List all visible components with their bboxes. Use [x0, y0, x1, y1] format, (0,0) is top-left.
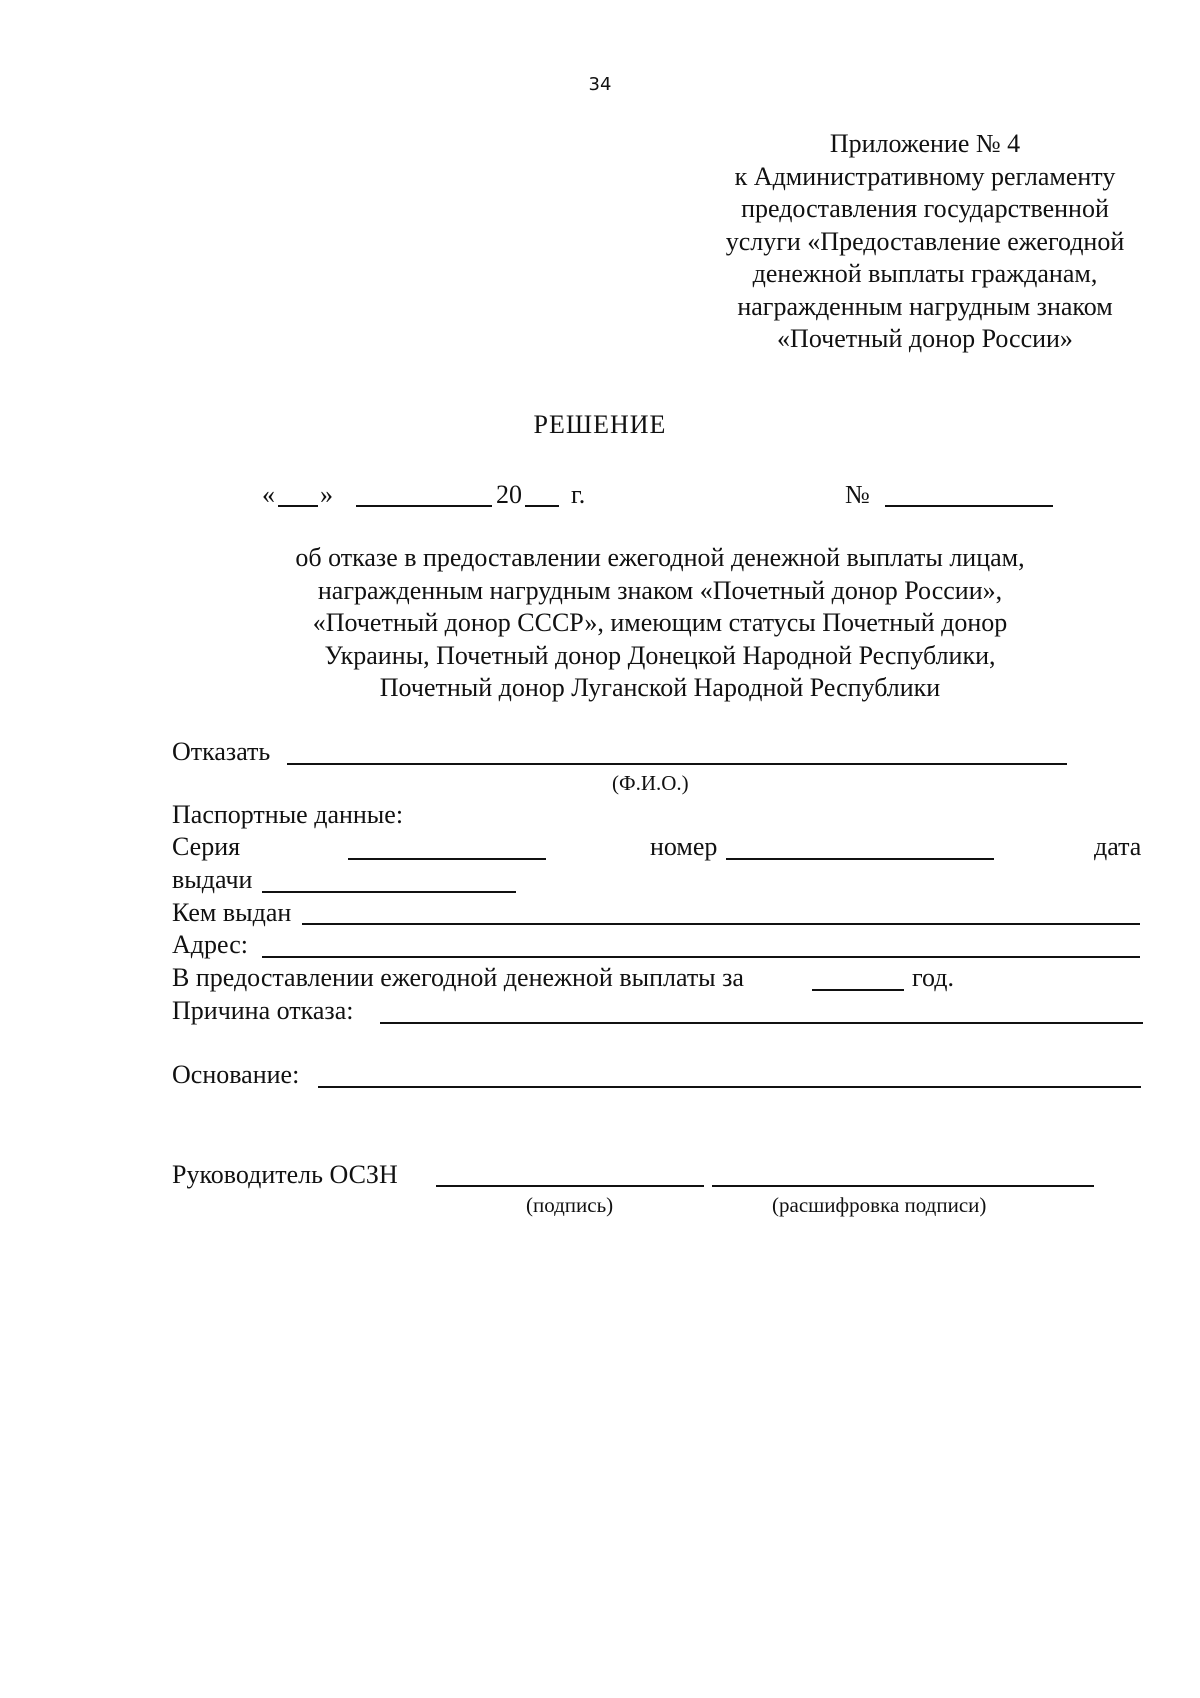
subject-block: [160, 542, 1160, 705]
issued-by-field[interactable]: [302, 923, 1140, 925]
subject-line: Почетный донор Луганской Народной Республики: [379, 673, 941, 702]
page-number: 34: [588, 74, 612, 95]
subject-line: об отказе в предоставлении ежегодной денежной выплаты лицам,: [295, 543, 1025, 572]
fio-caption: (Ф.И.О.): [612, 771, 689, 795]
appendix-block: [690, 128, 1160, 356]
fio-field[interactable]: [287, 763, 1067, 765]
issued-by-label: Кем выдан: [172, 898, 292, 927]
year-prefix: 20: [496, 480, 522, 509]
appendix-line: денежной выплаты гражданам,: [752, 259, 1098, 288]
document-title: РЕШЕНИЕ: [533, 410, 667, 439]
refuse-label: Отказать: [172, 737, 271, 766]
basis-field[interactable]: [318, 1086, 1141, 1088]
signature-decode-caption: (расшифровка подписи): [772, 1193, 987, 1217]
issue-date-field[interactable]: [262, 891, 516, 893]
subject-line: «Почетный донор СССР», имеющим статусы Почетный донор: [312, 608, 1008, 637]
basis-label: Основание:: [172, 1060, 300, 1089]
address-field[interactable]: [262, 956, 1140, 958]
year-suffix: г.: [571, 480, 586, 509]
appendix-line: услуги «Предоставление ежегодной: [725, 226, 1125, 256]
date-close-quote: »: [320, 480, 333, 509]
appendix-line: предоставления государственной: [741, 194, 1109, 223]
signature-field[interactable]: [436, 1185, 704, 1187]
payment-year-field[interactable]: [812, 989, 904, 991]
reason-field[interactable]: [380, 1022, 1143, 1024]
appendix-line: к Административному регламенту: [734, 161, 1116, 191]
issue-label: выдачи: [172, 865, 253, 894]
series-field[interactable]: [348, 858, 546, 860]
head-label: Руководитель ОСЗН: [172, 1160, 398, 1189]
date-open-quote: «: [262, 480, 275, 509]
number-label: номер: [650, 832, 718, 861]
signature-decode-field[interactable]: [712, 1185, 1094, 1187]
month-field[interactable]: [356, 505, 492, 507]
day-field[interactable]: [278, 505, 318, 507]
series-label: Серия: [172, 832, 241, 861]
payment-suffix: год.: [912, 963, 954, 992]
subject-line: Украины, Почетный донор Донецкой Народной Республики,: [324, 640, 996, 670]
address-label: Адрес:: [172, 930, 248, 959]
reason-label: Причина отказа:: [172, 996, 354, 1025]
signature-caption: (подпись): [526, 1193, 614, 1217]
appendix-line: награжденным нагрудным знаком: [737, 291, 1113, 321]
appendix-line: «Почетный донор России»: [777, 324, 1073, 353]
passport-label: Паспортные данные:: [172, 800, 404, 829]
payment-prefix: В предоставлении ежегодной денежной выплаты за: [172, 963, 744, 992]
decision-number-field[interactable]: [885, 505, 1053, 507]
year-field[interactable]: [525, 505, 559, 507]
date-label: дата: [1094, 832, 1142, 861]
appendix-line: Приложение № 4: [829, 129, 1021, 158]
passport-number-field[interactable]: [726, 858, 994, 860]
number-sign: №: [845, 480, 870, 509]
subject-line: награжденным нагрудным знаком «Почетный донор России»,: [317, 575, 1003, 605]
